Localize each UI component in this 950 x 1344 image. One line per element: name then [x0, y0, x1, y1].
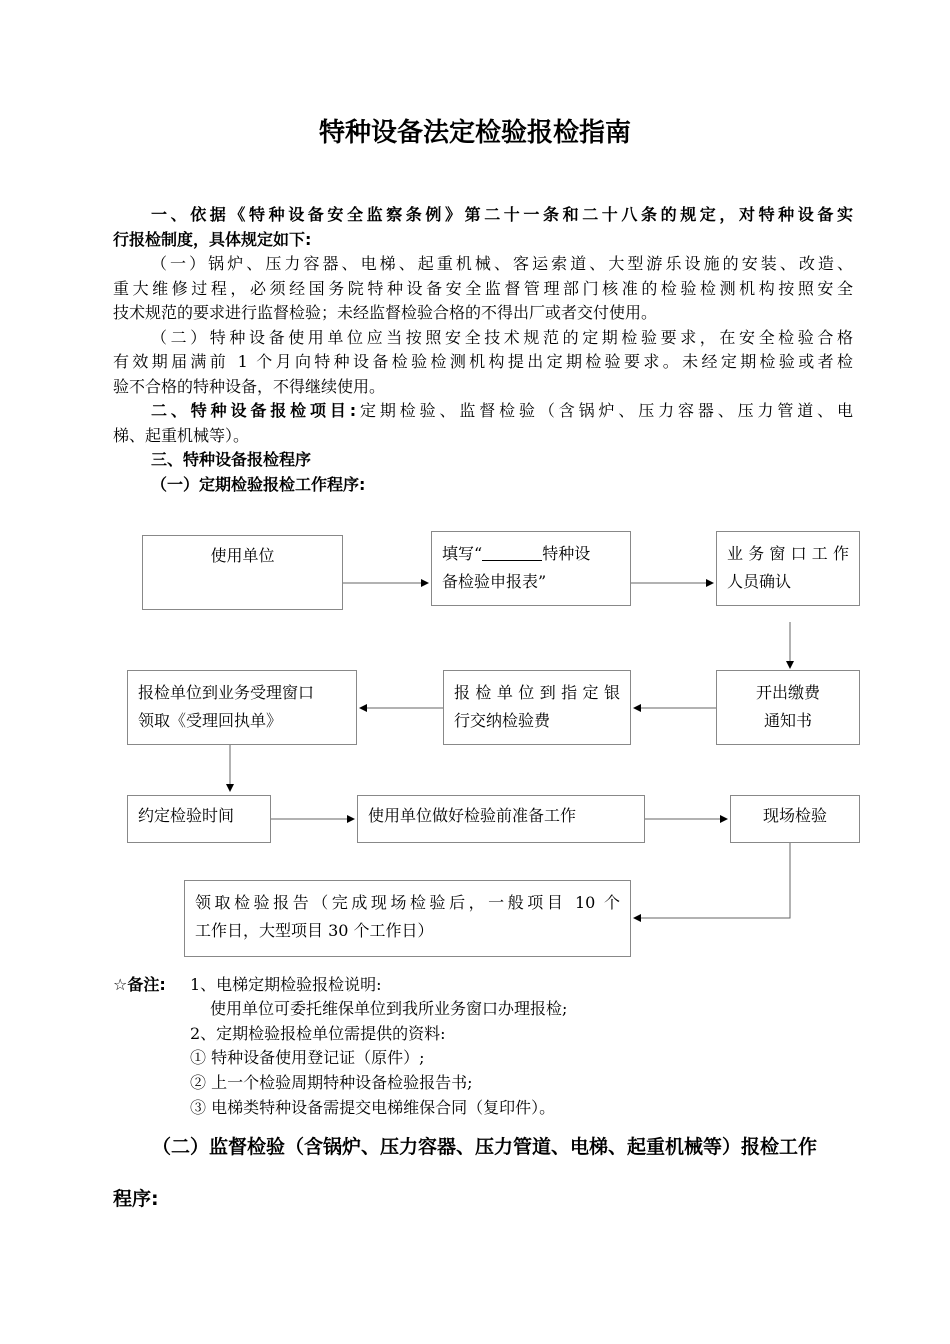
- flow-box2-suffix: 特种设: [542, 544, 591, 563]
- flow-box-schedule: [127, 795, 271, 843]
- section3-sub2-line1: （二）监督检验（含锅炉、压力容器、压力管道、电梯、起重机械等）报检工作: [152, 1136, 818, 1158]
- section1-heading-line1: 一、依据《特种设备安全监察条例》第二十一条和二十八条的规定，对特种设备实: [151, 205, 853, 224]
- page-title: 特种设备法定检验报检指南: [318, 118, 631, 148]
- flow-box-user-unit: [142, 535, 343, 610]
- section3-sub2-line2: 程序:: [113, 1188, 159, 1210]
- item2-line1: （二）特种设备使用单位应当按照安全技术规范的定期检验要求，在安全检验合格: [151, 327, 853, 347]
- note-2: 2、定期检验报检单位需提供的资料:: [190, 1024, 446, 1043]
- flow-box2-line2: 备检验申报表”: [442, 572, 547, 591]
- section2-heading: 二、特种设备报检项目:: [151, 401, 357, 420]
- flow-box5-line2: 行交纳检验费: [454, 711, 551, 730]
- flow-box-fill-form: [431, 531, 631, 606]
- item1-line3: 技术规范的要求进行监督检验；未经监督检验合格的不得出厂或者交付使用。: [113, 303, 658, 322]
- flow-box5-line1: 报检单位到指定银: [454, 683, 620, 702]
- flow-box3-line1: 业务窗口工作: [727, 544, 849, 563]
- flow-box10-line2: 工作日，大型项目 30 个工作日）: [195, 921, 434, 940]
- flow-box10-line1: 领取检验报告（完成现场检验后，一般项目 10 个: [195, 893, 620, 912]
- flow-box6-line1: 报检单位到业务受理窗口: [138, 683, 315, 702]
- section1-heading-line2: 行报检制度，具体规定如下:: [113, 229, 312, 249]
- flow-box-onsite: [730, 795, 860, 843]
- note-2-a: ① 特种设备使用登记证（原件）;: [190, 1048, 425, 1067]
- section2-text-line2: 梯、起重机械等）。: [113, 425, 250, 445]
- flow-box7-text: 约定检验时间: [138, 806, 235, 825]
- notes-label: ☆备注:: [113, 975, 166, 994]
- section2-text-line1: 定期检验、监督检验（含锅炉、压力容器、压力管道、电: [356, 401, 853, 420]
- item2-line2: 有效期届满前 1 个月向特种设备检验检测机构提出定期检验要求。未经定期检验或者检: [113, 352, 853, 371]
- note-1: 1、电梯定期检验报检说明:: [190, 975, 382, 994]
- flow-box-report: [184, 880, 631, 957]
- flow-box-window-confirm: [716, 531, 860, 606]
- note-2-c: ③ 电梯类特种设备需提交电梯维保合同（复印件）。: [190, 1098, 556, 1117]
- flow-box6-line2: 领取《受理回执单》: [138, 711, 283, 730]
- arrow-9-10: [634, 843, 790, 918]
- note-1-detail: 使用单位可委托维保单位到我所业务窗口办理报检;: [210, 999, 568, 1018]
- item1-line2: 重大维修过程，必须经国务院特种设备安全监督管理部门核准的检验检测机构按照安全: [113, 278, 853, 298]
- flow-box-prepare: [357, 795, 645, 843]
- item1-line1: （一）锅炉、压力容器、电梯、起重机械、客运索道、大型游乐设施的安装、改造、: [151, 254, 853, 273]
- flow-box4-line2: 通知书: [763, 711, 812, 730]
- flow-box-receipt: [127, 670, 357, 745]
- note-2-b: ② 上一个检验周期特种设备检验报告书;: [190, 1073, 473, 1092]
- flow-box-fee-notice: [716, 670, 860, 745]
- section3-sub1: （一）定期检验报检工作程序:: [151, 474, 366, 494]
- flow-box2-prefix: 填写“: [442, 544, 483, 563]
- flow-box2-line1: [442, 540, 620, 568]
- flow-box3-line2: 人员确认: [727, 572, 792, 591]
- flow-box9-text: 现场检验: [762, 806, 827, 825]
- section3-heading: 三、特种设备报检程序: [151, 450, 312, 469]
- flow-box-bank-payment: [443, 670, 631, 745]
- item2-line3: 验不合格的特种设备，不得继续使用。: [113, 376, 386, 396]
- flow-box4-line1: 开出缴费: [755, 683, 820, 702]
- form-blank-line: [482, 544, 542, 561]
- flow-box1-text: 使用单位: [210, 546, 275, 565]
- flow-box8-text: 使用单位做好检验前准备工作: [368, 806, 577, 825]
